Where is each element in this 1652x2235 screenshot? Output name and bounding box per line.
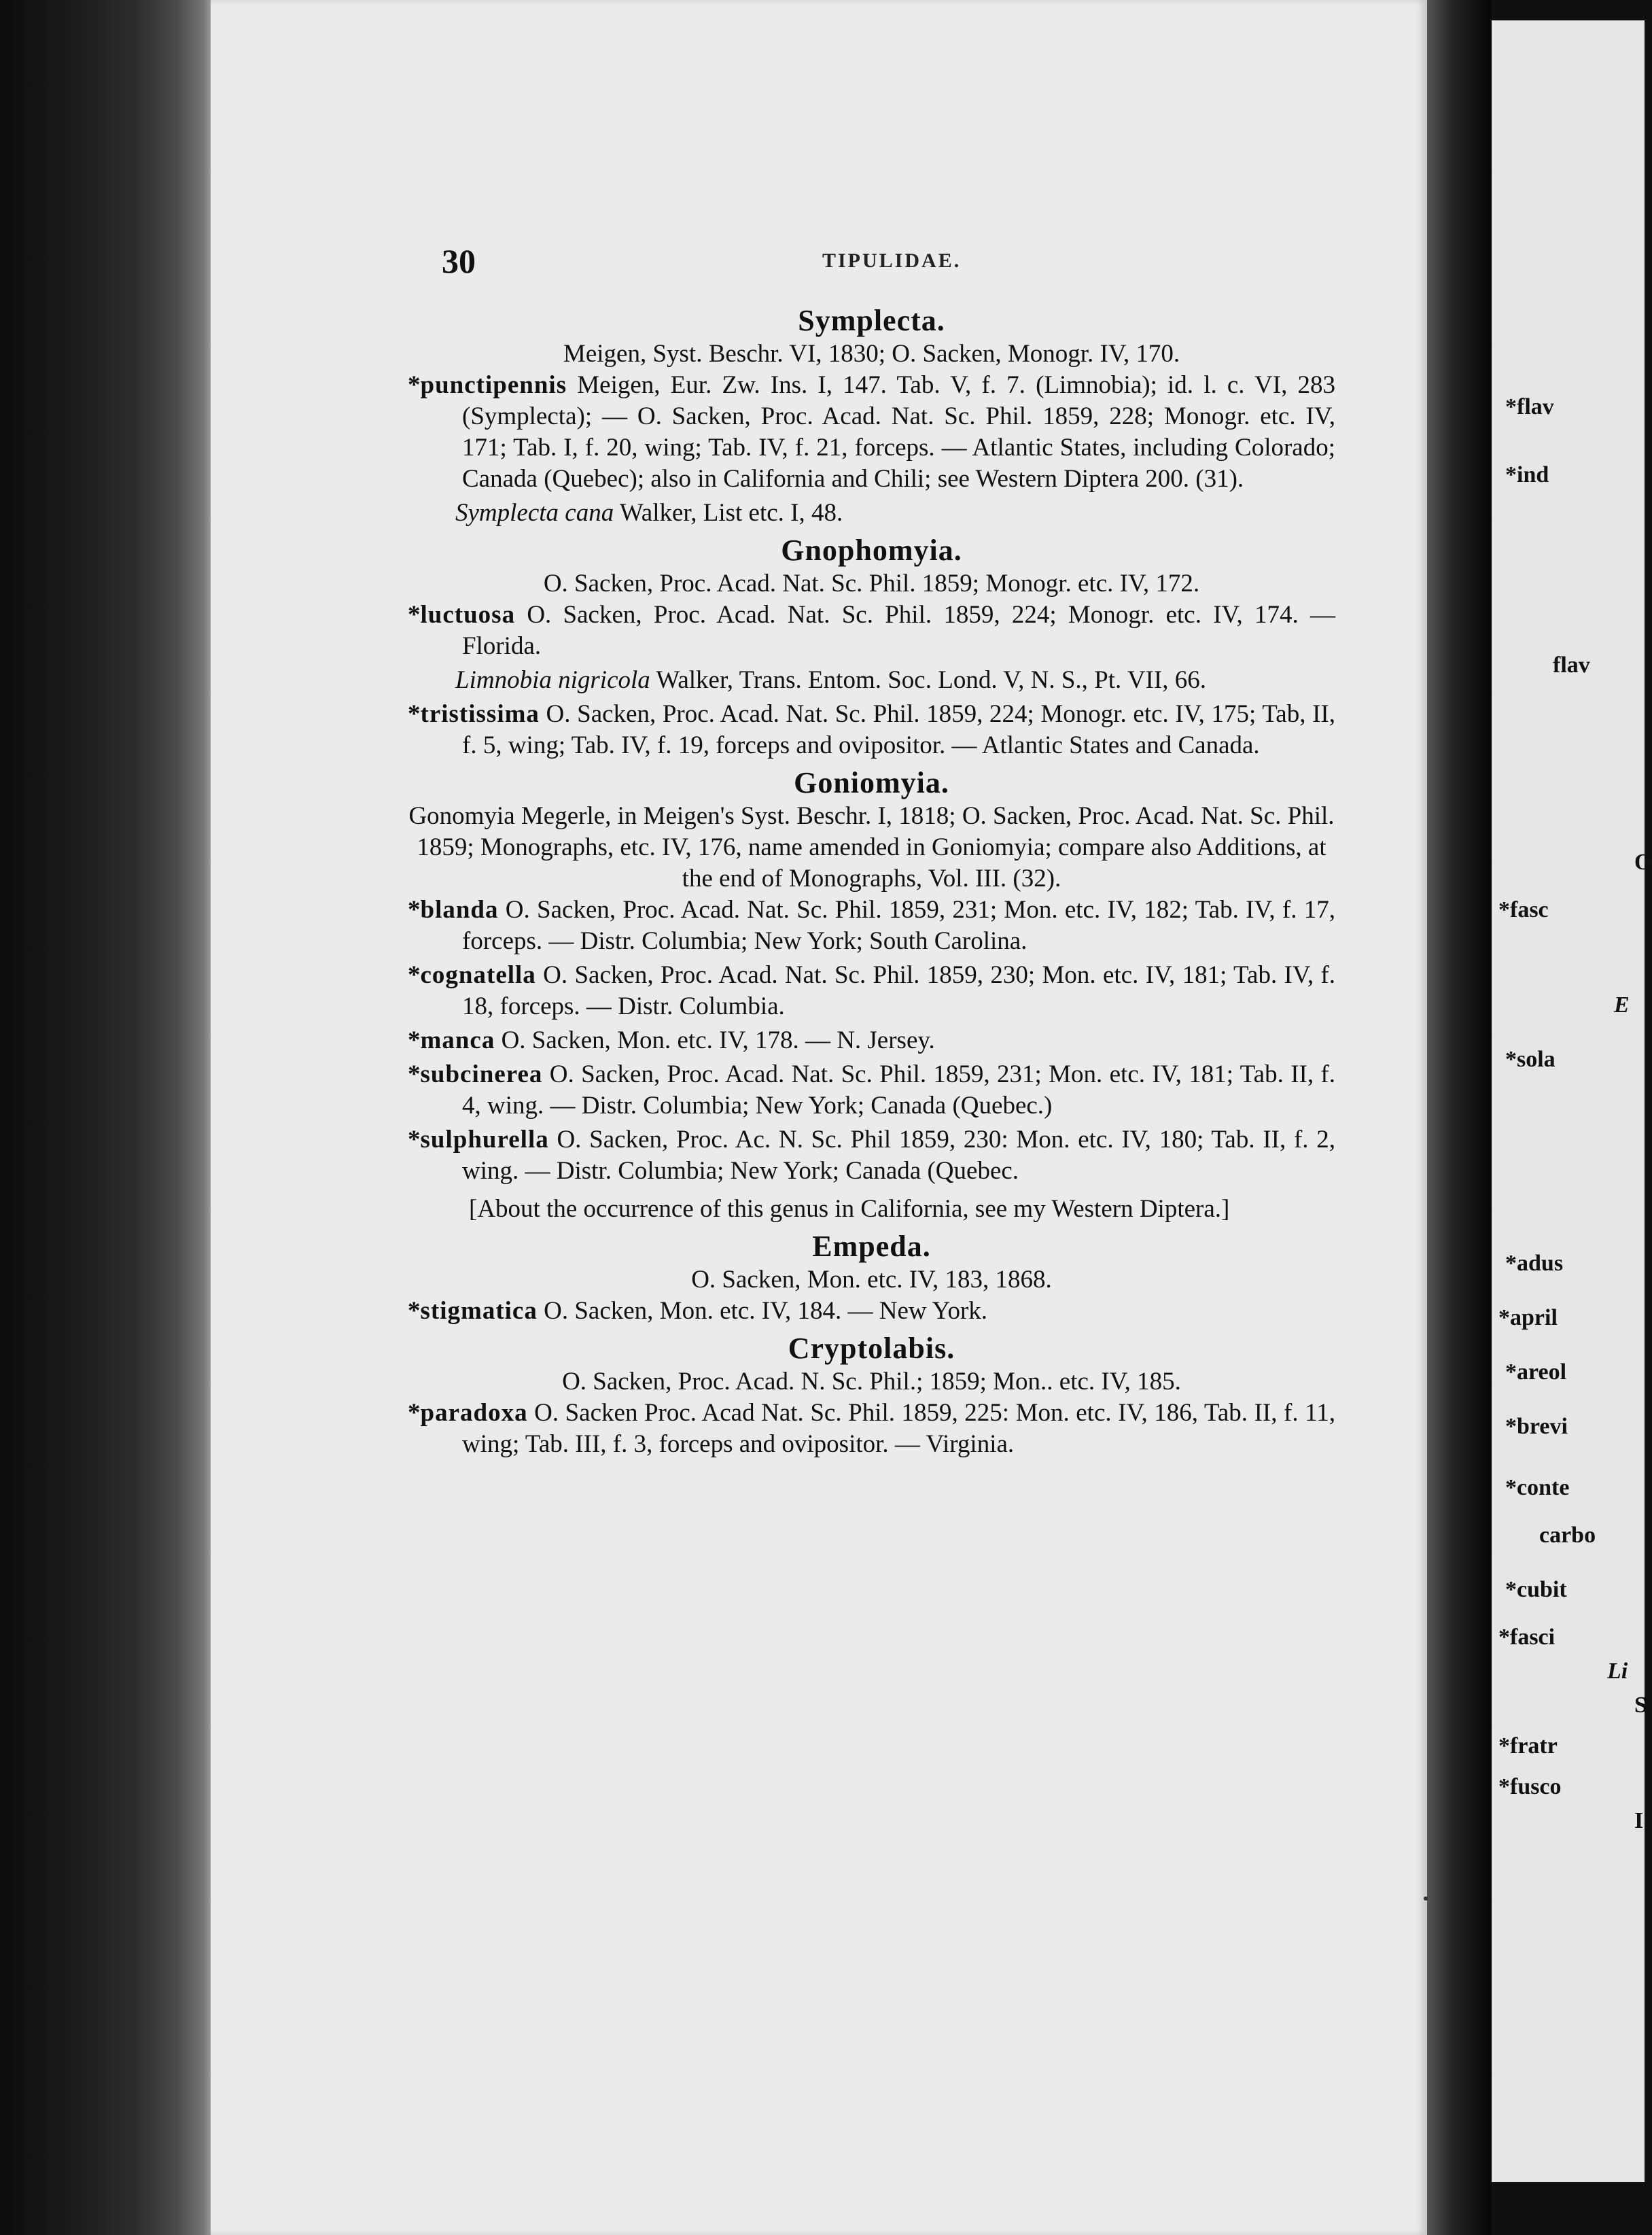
facing-page-fragment: E bbox=[1614, 992, 1630, 1018]
species-entry bbox=[408, 1124, 1335, 1187]
species-entry bbox=[408, 699, 1335, 761]
species-name: stigmatica bbox=[420, 1297, 538, 1325]
entry-citation: Meigen, Eur. Zw. Ins. I, 147. Tab. V, f. 7. (Limnobia); id. l. c. VI, 283 (Symplecta); — O. Sacken, Proc. Acad. Nat. Sc. Phil. 1859, 228; Monogr. etc. IV, 171; Tab. I, f. 20, wing; Tab. IV, f. 21, forceps. — Atlantic States, including Colorado; Canada (Quebec); also in California and Chili; see Western Diptera 200. (31). bbox=[462, 371, 1335, 493]
facing-page-fragment: *adus bbox=[1505, 1251, 1564, 1276]
facing-page-fragment: S bbox=[1634, 1693, 1647, 1718]
entry-citation: O. Sacken, Proc. Acad. Nat. Sc. Phil. 1859, 224; Monogr. etc. IV, 174. — Florida. bbox=[462, 601, 1335, 660]
facing-page-fragment: *april bbox=[1498, 1305, 1558, 1330]
facing-page-fragment: O bbox=[1634, 850, 1652, 875]
entry-citation: Walker, Trans. Entom. Soc. Lond. V, N. S., Pt. VII, 66. bbox=[650, 666, 1206, 694]
asterisk-mark: * bbox=[408, 896, 421, 924]
species-name: luctuosa bbox=[420, 601, 516, 629]
synonym-entry bbox=[408, 665, 1335, 696]
species-entry bbox=[408, 370, 1335, 495]
asterisk-mark: * bbox=[408, 700, 421, 728]
asterisk-mark: * bbox=[408, 1126, 421, 1154]
facing-page-fragment: *cubit bbox=[1505, 1577, 1567, 1602]
asterisk-mark: * bbox=[408, 1026, 421, 1054]
facing-page-fragment: *fasc bbox=[1498, 897, 1549, 922]
genus-heading: Empeda. bbox=[812, 1230, 931, 1263]
genus-reference: Meigen, Syst. Beschr. VI, 1830; O. Sacken, Monogr. IV, 170. bbox=[563, 340, 1180, 368]
species-entry bbox=[408, 1398, 1335, 1460]
genus-reference: O. Sacken, Proc. Acad. N. Sc. Phil.; 1859; Mon.. etc. IV, 185. bbox=[562, 1368, 1181, 1396]
species-entry bbox=[408, 600, 1335, 662]
genus-heading: Gnophomyia. bbox=[781, 534, 962, 567]
entry-citation: O. Sacken Proc. Acad Nat. Sc. Phil. 1859, 225: Mon. etc. IV, 186, Tab. II, f. 11, wing; Tab. III, f. 3, forceps and ovipositor. — Virginia. bbox=[462, 1399, 1335, 1458]
genus-heading: Symplecta. bbox=[798, 304, 945, 337]
species-name: punctipennis bbox=[420, 371, 567, 399]
entry-citation: O. Sacken, Proc. Ac. N. Sc. Phil 1859, 230: Mon. etc. IV, 180; Tab. II, f. 2, wing. — Distr. Columbia; New York; Canada (Quebec. bbox=[462, 1126, 1335, 1185]
facing-page bbox=[1492, 20, 1652, 2182]
genus-reference: Gonomyia Megerle, in Meigen's Syst. Beschr. I, 1818; O. Sacken, Proc. Acad. Nat. Sc. Phil. 1859; Monographs, etc. IV, 176, name amended in Goniomyia; compare also Additions, at the end of Monographs, Vol. III. (32). bbox=[408, 802, 1335, 893]
entry-citation: O. Sacken, Proc. Acad. Nat. Sc. Phil. 1859, 231; Mon. etc. IV, 181; Tab. II, f. 4, wing. — Distr. Columbia; New York; Canada (Quebec.) bbox=[462, 1060, 1335, 1120]
genus-heading: Goniomyia. bbox=[794, 766, 949, 799]
page-gutter bbox=[1427, 0, 1492, 2235]
asterisk-mark: * bbox=[408, 1399, 421, 1427]
facing-page-fragment: *brevi bbox=[1505, 1414, 1568, 1439]
asterisk-mark: * bbox=[408, 1060, 421, 1088]
species-name: cognatella bbox=[420, 961, 536, 989]
book-binding-shadow bbox=[0, 0, 211, 2235]
species-name: blanda bbox=[420, 896, 499, 924]
asterisk-mark: * bbox=[408, 961, 421, 989]
facing-page-fragment: carbo bbox=[1539, 1523, 1596, 1548]
facing-page-fragment: *sola bbox=[1505, 1047, 1556, 1072]
genus-reference: O. Sacken, Proc. Acad. Nat. Sc. Phil. 1859; Monogr. etc. IV, 172. bbox=[543, 570, 1200, 597]
species-entry bbox=[408, 1296, 1335, 1327]
asterisk-mark: * bbox=[408, 601, 421, 629]
facing-page-fragment: *flav bbox=[1505, 394, 1554, 419]
species-name: tristissima bbox=[420, 700, 540, 728]
ink-speck bbox=[1424, 1896, 1428, 1901]
entry-citation: O. Sacken, Proc. Acad. Nat. Sc. Phil. 1859, 231; Mon. etc. IV, 182; Tab. IV, f. 17, forceps. — Distr. Columbia; New York; South Carolina. bbox=[462, 896, 1335, 955]
facing-page-fragment: *fusco bbox=[1498, 1774, 1562, 1799]
facing-page-fragment: *areol bbox=[1505, 1359, 1567, 1385]
species-entry bbox=[408, 1025, 1335, 1056]
facing-page-fragment: Li bbox=[1607, 1659, 1628, 1684]
facing-page-fragment: *conte bbox=[1505, 1475, 1570, 1500]
asterisk-mark: * bbox=[408, 1297, 421, 1325]
entry-citation: O. Sacken, Proc. Acad. Nat. Sc. Phil. 1859, 224; Monogr. etc. IV, 175; Tab, II, f. 5, wing; Tab. IV, f. 19, forceps and ovipositor. — Atlantic States and Canada. bbox=[462, 700, 1335, 759]
synonym-entry bbox=[408, 498, 1335, 529]
facing-page-fragment: flav bbox=[1553, 653, 1590, 678]
catalogue-text bbox=[408, 299, 1335, 1463]
bracketed-note: [About the occurrence of this genus in California, see my Western Diptera.] bbox=[469, 1195, 1230, 1223]
entry-citation: O. Sacken, Mon. etc. IV, 178. — N. Jersey. bbox=[495, 1026, 935, 1054]
facing-page-fragment: *fasci bbox=[1498, 1625, 1556, 1650]
entry-citation: O. Sacken, Mon. etc. IV, 184. — New York. bbox=[537, 1297, 988, 1325]
page-number: 30 bbox=[442, 242, 476, 280]
entry-citation: O. Sacken, Proc. Acad. Nat. Sc. Phil. 1859, 230; Mon. etc. IV, 181; Tab. IV, f. 18, forceps. — Distr. Columbia. bbox=[462, 961, 1335, 1020]
genus-heading: Cryptolabis. bbox=[788, 1332, 955, 1365]
facing-page-fragment: *ind bbox=[1505, 462, 1549, 487]
species-entry bbox=[408, 960, 1335, 1022]
genus-reference: O. Sacken, Mon. etc. IV, 183, 1868. bbox=[691, 1266, 1052, 1294]
facing-page-fragment: I bbox=[1634, 1808, 1644, 1833]
species-name: paradoxa bbox=[420, 1399, 528, 1427]
running-title: TIPULIDAE. bbox=[822, 249, 962, 272]
synonym-name: Limnobia nigricola bbox=[455, 666, 650, 694]
species-entry bbox=[408, 895, 1335, 957]
species-name: subcinerea bbox=[420, 1060, 543, 1088]
facing-page-fragment: *fratr bbox=[1498, 1733, 1558, 1758]
species-name: sulphurella bbox=[420, 1126, 549, 1154]
running-head bbox=[0, 241, 1645, 282]
asterisk-mark: * bbox=[408, 371, 421, 399]
synonym-name: Symplecta cana bbox=[455, 499, 614, 527]
species-name: manca bbox=[420, 1026, 495, 1054]
species-entry bbox=[408, 1059, 1335, 1122]
entry-citation: Walker, List etc. I, 48. bbox=[614, 499, 843, 527]
